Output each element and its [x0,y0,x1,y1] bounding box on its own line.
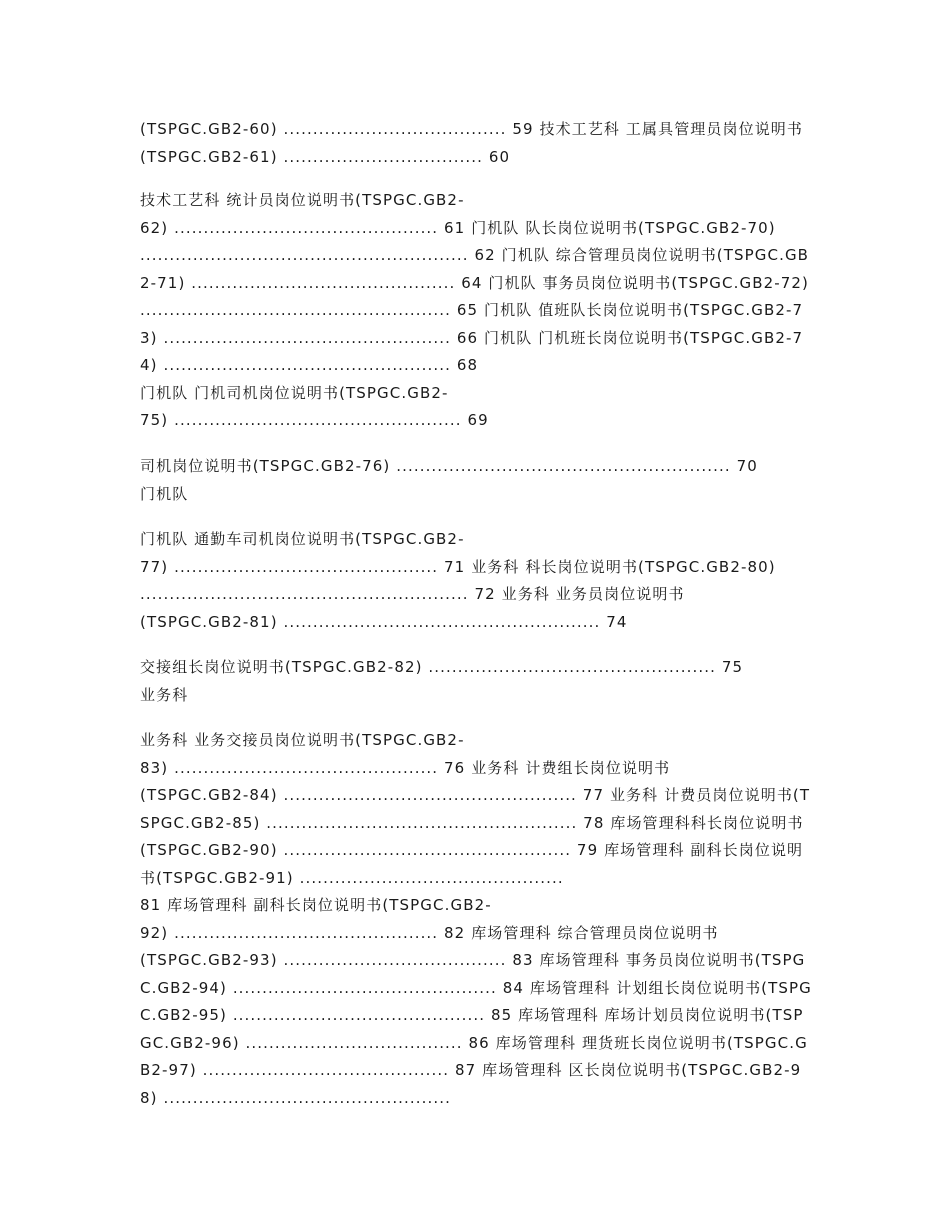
toc-paragraph-3: 司机岗位说明书(TSPGC.GB2-76) ......................................................... 70 门机队 [140,457,758,503]
toc-paragraph-1: (TSPGC.GB2-60) ...................................... 59 技术工艺科 工属具管理员岗位说明书(TSPGC.GB2-61) .................................. 60 [140,120,804,166]
toc-paragraph-2: 技术工艺科 统计员岗位说明书(TSPGC.GB2- 62) ............................................. 61 门机队 队长岗位说明书(TSPGC.GB2-70) ........................................................ 62 门机队 综合管理员岗位说明书(TSPGC.GB2-71) ............................................. 64 门机队 事务员岗位说明书(TSPGC.GB2-72) ..................................................... 65 门机队 值班队长岗位说明书(TSPGC.GB2-73) ................................................. 66 门机队 门机班长岗位说明书(TSPGC.GB2-74) ................................................. 68 门机队 门机司机岗位说明书(TSPGC.GB2- 75) ................................................. 69 [140,191,810,429]
toc-paragraph-4: 门机队 通勤车司机岗位说明书(TSPGC.GB2- 77) ............................................. 71 业务科 科长岗位说明书(TSPGC.GB2-80) ........................................................ 72 业务科 业务员岗位说明书 (TSPGC.GB2-81) ...................................................... 74 [140,530,776,631]
toc-paragraph-6: 业务科 业务交接员岗位说明书(TSPGC.GB2- 83) ............................................. 76 业务科 计费组长岗位说明书 (TSPGC.GB2-84) .................................................. 77 业务科 计费员岗位说明书(TSPGC.GB2-85) ..................................................... 78 库场管理科科长岗位说明书(TSPGC.GB2-90) ................................................. 79 库场管理科 副科长岗位说明书(TSPGC.GB2-91) ............................................. 81 库场管理科 副科长岗位说明书(TSPGC.GB2- 92) ............................................. 82 库场管理科 综合管理员岗位说明书 (TSPGC.GB2-93) ...................................... 83 库场管理科 事务员岗位说明书(TSPGC.GB2-94) ............................................. 84 库场管理科 计划组长岗位说明书(TSPGC.GB2-95) ........................................... 85 库场管理科 库场计划员岗位说明书(TSPGC.GB2-96) ..................................... 86 库场管理科 理货班长岗位说明书(TSPGC.GB2-97) .......................................... 87 库场管理科 区长岗位说明书(TSPGC.GB2-98) ................................................. [140,731,812,1107]
toc-paragraph-5: 交接组长岗位说明书(TSPGC.GB2-82) ................................................. 75 业务科 [140,658,744,704]
